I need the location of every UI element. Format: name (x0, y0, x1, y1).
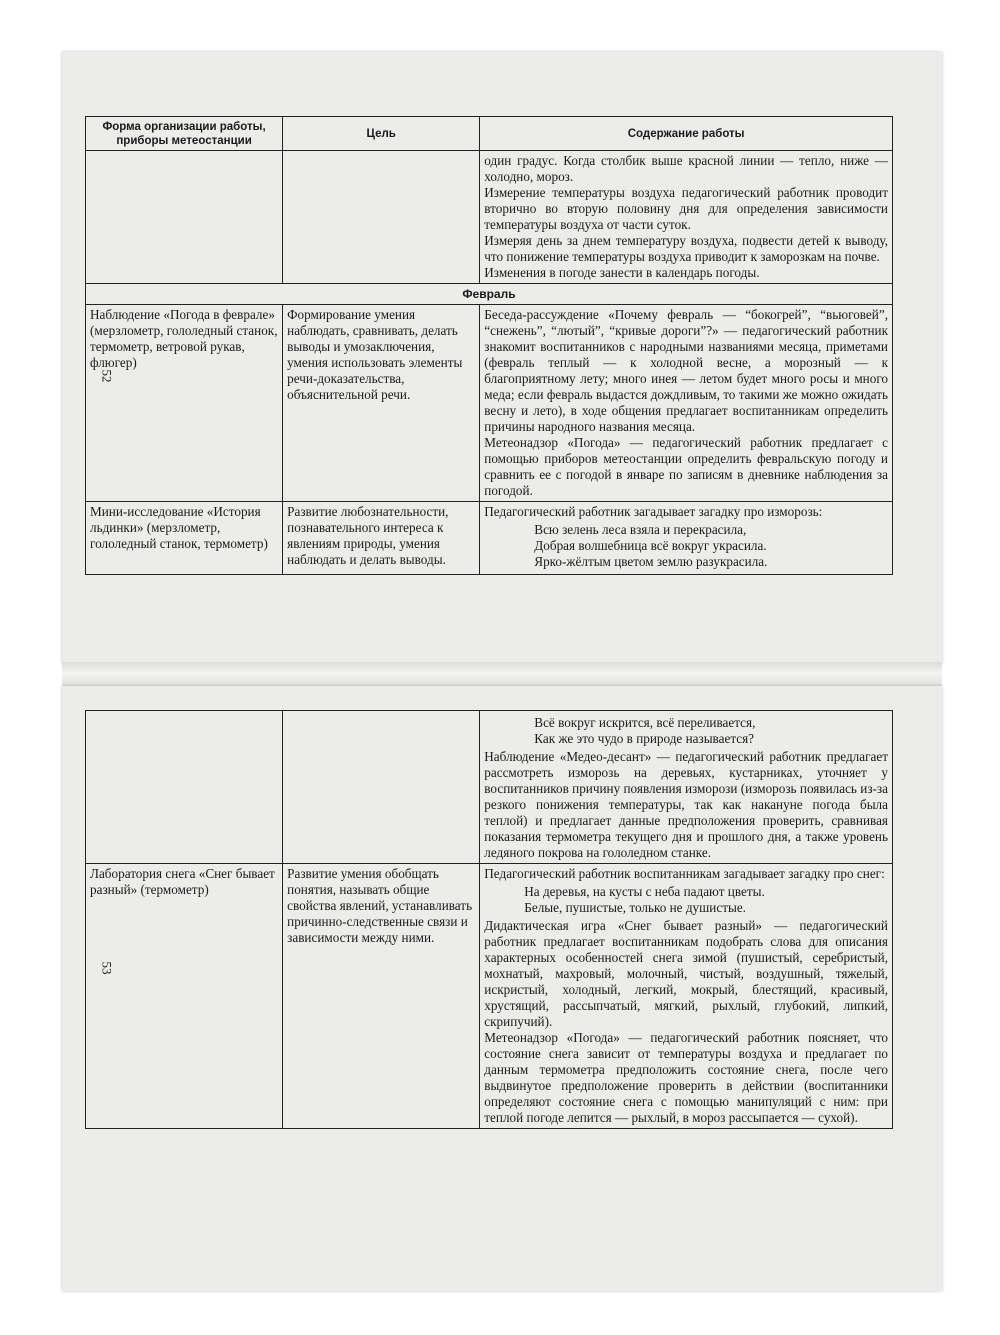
poem-line: Всё вокруг искрится, всё переливается, (534, 715, 756, 730)
page-number-top: 52 (99, 369, 115, 383)
header-content: Содержание работы (480, 117, 893, 151)
cell-goal: Развитие любознательности, познавательного интереса к явлениям природы, умения наблюдать и делать выводы. (283, 502, 480, 575)
poem-line: Ярко-жёлтым цветом землю разукрасила. (534, 554, 768, 569)
month-heading: Февраль (86, 284, 893, 305)
paragraph: Дидактическая игра «Снег бывает разный» — педагогический работник предлагает воспитанникам подобрать слова для описания характерных особенностей снега зимой (пушистый, серебристый, мохнатый, махровый, молочный, чистый, воздушный, тяжелый, искристый, холодный, легкий, мокрый, блестящий, красивый, хрустящий, рассыпчатый, мягкий, рыхлый, глубокий, липкий, скрипучий). (484, 918, 888, 1029)
paragraph: Измеряя день за днем температуру воздуха, подвести детей к выводу, что понижение температуры воздуха приводит к заморозкам на почве. (484, 233, 888, 264)
riddle-poem (534, 522, 888, 570)
cell-form: Наблюдение «Погода в феврале» (мерзлометр, гололедный станок, термометр, ветровой рукав, флюгер) (86, 305, 283, 502)
table-bottom (85, 710, 893, 1129)
cell-form: Лаборатория снега «Снег бывает разный» (термометр) (86, 864, 283, 1129)
paragraph: Наблюдение «Медео-десант» — педагогический работник предлагает рассмотреть изморозь на деревьях, кустарниках, уточняет у воспитанников причину появления изморози (изморозь появилась из-за резкого понижения температуры, так как накануне погода была теплой) и предлагает данные предположения проверить, сравнивая показания термометра текущего дня и прошлого дня, а также уровень ледяного покрова на гололедном станке. (484, 749, 888, 860)
book-fold (62, 662, 942, 688)
cell-empty (283, 151, 480, 284)
paragraph: Метеонадзор «Погода» — педагогический работник поясняет, что состояние снега зависит от температуры воздуха и предлагает по данным термометра предположить состояние снега, после чего выдвинутое предположение проверить в действии (воспитанники определяют состояние снега с помощью манипуляций с ним: при теплой погоде лепится — рыхлый, в мороз рассыпается — сухой). (484, 1030, 888, 1125)
paragraph: Педагогический работник воспитанникам загадывает загадку про снег: (484, 866, 885, 881)
cell-form: Мини-исследование «История льдинки» (мерзлометр, гололедный станок, термометр) (86, 502, 283, 575)
poem-line: Белые, пушистые, только не душистые. (524, 900, 746, 915)
riddle-poem (524, 884, 888, 916)
cell-continuation (480, 151, 893, 284)
poem-line: Добрая волшебница всё вокруг украсила. (534, 538, 767, 553)
cell-continuation (480, 711, 893, 864)
paragraph: один градус. Когда столбик выше красной линии — тепло, ниже — холодно, мороз. (484, 153, 888, 184)
cell-goal: Формирование умения наблюдать, сравнивать, делать выводы и умозаключения, умения использовать элементы речи-доказательства, объяснительной речи. (283, 305, 480, 502)
cell-empty (86, 711, 283, 864)
header-form: Форма организации работы, приборы метеостанции (86, 117, 283, 151)
poem-line: На деревья, на кусты с неба падают цветы. (524, 884, 765, 899)
paragraph: Измерение температуры воздуха педагогический работник проводит вторично во вторую половину дня для определения зависимости температуры воздуха от части суток. (484, 185, 888, 232)
riddle-poem (534, 715, 888, 747)
cell-empty (283, 711, 480, 864)
poem-line: Всю зелень леса взяла и перекрасила, (534, 522, 747, 537)
paragraph: Беседа-рассуждение «Почему февраль — “бокогрей”, “вьюговей”, “снежень”, “лютый”, “кривые дороги”?» — педагогический работник знакомит воспитанников с народными названиями месяца, приметами (февраль теплый — к холодной весне, а морозный — к благоприятному лету; много инея — летом будет много росы и много меда; если февраль выдастся дождливым, то такими же можно ожидать весну и лето), в ходе общения предлагает воспитанникам определить причины народного названия месяца. (484, 307, 888, 434)
cell-content (480, 305, 893, 502)
paragraph: Метеонадзор «Погода» — педагогический работник предлагает с помощью приборов метеостанции определить февральскую погоду и сравнить ее с погодой в январе по записям в дневнике наблюдения за погодой. (484, 435, 888, 498)
page-number-bottom: 53 (99, 961, 115, 975)
poem-line: Как же это чудо в природе называется? (534, 731, 755, 746)
cell-empty (86, 151, 283, 284)
table-top (85, 116, 893, 575)
paragraph: Педагогический работник загадывает загадку про изморозь: (484, 504, 823, 519)
paragraph: Изменения в погоде занести в календарь погоды. (484, 265, 760, 280)
cell-content (480, 502, 893, 575)
cell-content (480, 864, 893, 1129)
cell-goal: Развитие умения обобщать понятия, называть общие свойства явлений, устанавливать причинно-следственные связи и зависимости между ними. (283, 864, 480, 1129)
header-goal: Цель (283, 117, 480, 151)
